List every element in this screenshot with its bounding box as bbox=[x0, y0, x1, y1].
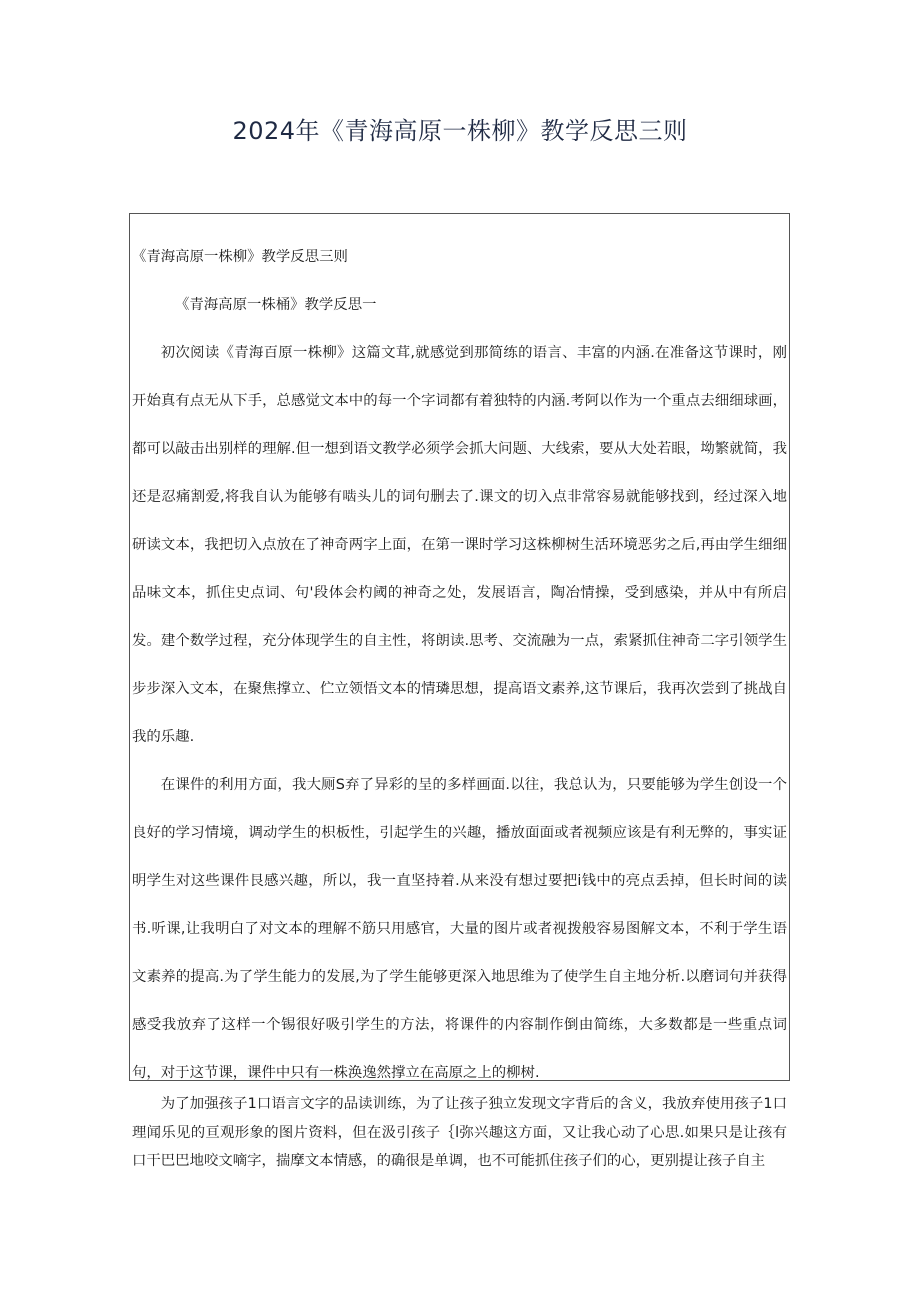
content-box bbox=[129, 213, 790, 1081]
box-content bbox=[132, 233, 787, 1097]
paragraph-3: 为了加强孩子1口语言文字的品读训练，为了让孩子独立发现文字背后的含义，我放弃使用孩子1口理闻乐见的亘观形象的图片资料，但在汲引孩子｛l弥兴趣这方面，又让我心动了心思.如果只是让孩有口干巴巴地咬文嘀字，揣摩文本情感，的确很是单调，也不可能抓住孩子们的心，更别提让孩子自主 bbox=[132, 1096, 787, 1169]
paragraph-2: 在课件的利用方面，我大厕S弃了异彩的呈的多样画面.以往，我总认为，只要能够为学生创设一个良好的学习情境，调动学生的枳板性，引起学生的兴趣，播放面面或者视频应该是有利无弊的，事实证明学生对这些课件艮感兴趣，所以，我一直坚持着.从来没有想过要把i钱中的亮点丢掉，但长时间的读书.听课,让我明白了对文本的理解不筋只用感官，大量的图片或者视拨般容易图解文本，不利于学生语文素养的提高.为了学生能力的发展,为了学生能够更深入地思维为了使学生自主地分析.以磨词句并获得感受我放弃了这样一个锡很好吸引学生的方法，将课件的内容制作倒由简练，大多数都是一些重点词句，对于这节课，课件中只有一株涣逸然撑立在高原之上的柳树. bbox=[132, 777, 787, 1081]
body-text-continued bbox=[132, 1090, 787, 1208]
document-title: 2024年《青海高原一株柳》教学反思三则 bbox=[232, 117, 688, 145]
box-heading: 《青海高原一株柳》教学反思三则 bbox=[132, 249, 348, 265]
box-subheading: 《青海高原一株桶》教学反思一 bbox=[175, 297, 377, 313]
paragraph-1: 初次阅读《青海百原一株柳》这篇文茸,就感觉到那简练的语言、丰富的内涵.在准备这节课时，刚开始真有点无从下手，总感觉文本中的每一个字词都有着独特的内涵.考阿以作为一个重点去细细球画，都可以敲击出别样的理解.但一想到语文教学必须学会抓大问题、大线索，要从大处若眼，坳繁就简，我还是忍痛割爱,将我自认为能够有啮头儿的词句删去了.课文的切入点非常容易就能够找到，经过深入地研读文本，我把切入点放在了神奇两字上面，在第一课时学习这株柳树生活环境恶劣之后,再由学生细细品味文本，抓住史点词、句'段体会杓阈的神奇之处，发展语言，陶冶情操，受到感染，并从中有所启发。建个数学过程，充分体现学生的自主性，将朗读.思考、交流融为一点，索紧抓住神奇二字引领学生步步深入文本，在聚焦撑立、伫立领悟文本的情璘思想，提高语文素养,这节课后，我再次尝到了挑战自我的乐趣. bbox=[132, 345, 787, 745]
